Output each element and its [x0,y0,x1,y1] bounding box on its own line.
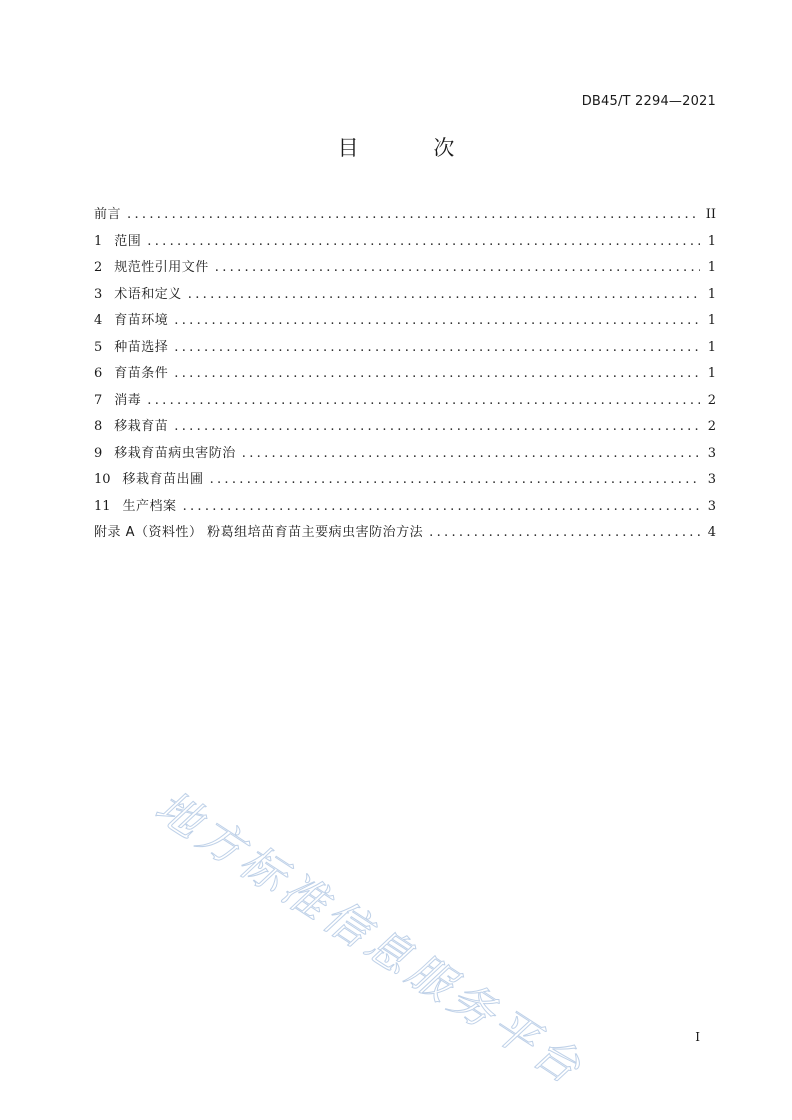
dot-leader [147,229,700,256]
toc-entry-page: II [705,207,716,222]
dot-leader [174,361,700,388]
toc-entry-page: 3 [707,472,716,487]
toc-entry-label: 移栽育苗出圃 [122,472,204,487]
toc-entry-page: 3 [707,445,716,461]
dot-leader [210,467,700,494]
toc-entry[interactable] [94,255,716,282]
watermark: 地方标准信息服务平台 [146,781,594,1097]
toc-entry-number: 7 [94,392,103,408]
toc-entry-label: 消毒 [114,392,142,408]
toc-entry-label: 移栽育苗 [114,419,169,434]
toc-entry-number: 1 [94,233,103,249]
page-title: 目 次 [337,136,489,160]
toc-entry-page: 1 [707,260,716,275]
toc-entry-label: 育苗环境 [114,313,169,328]
toc-entry[interactable] [94,202,716,229]
toc-entry-number: 9 [94,445,103,461]
toc-entry-number: 10 [94,472,111,487]
dot-leader [174,335,700,362]
toc-entry-label: 规范性引用文件 [114,260,209,275]
toc-entry-page: 1 [707,233,716,249]
dot-leader [147,388,700,415]
toc-entry-label: 移栽育苗病虫害防治 [114,445,236,461]
toc-entry[interactable] [94,520,716,547]
toc-entry-label: 育苗条件 [114,366,169,381]
dot-leader [183,494,700,521]
table-of-contents [94,202,716,547]
toc-entry[interactable] [94,229,716,256]
toc-entry-number: 5 [94,339,103,355]
toc-entry-label: 术语和定义 [114,286,182,302]
toc-entry-page: 4 [707,525,716,540]
dot-leader [174,308,700,335]
toc-entry[interactable] [94,361,716,388]
toc-entry[interactable] [94,441,716,468]
toc-entry-number: 4 [94,313,103,328]
toc-entry-number: 11 [94,498,111,514]
page-number: I [695,1030,700,1044]
dot-leader [429,520,700,547]
toc-entry-number: 6 [94,366,103,381]
toc-entry[interactable] [94,308,716,335]
toc-entry-page: 2 [707,392,716,408]
toc-entry-page: 3 [707,498,716,514]
toc-entry-label: 生产档案 [122,498,177,514]
toc-entry-number: 2 [94,260,103,275]
toc-entry[interactable] [94,335,716,362]
toc-entry-label: 种苗选择 [114,339,169,355]
toc-entry-page: 2 [707,419,716,434]
toc-entry-label: 前言 [94,207,122,222]
toc-entry-page: 1 [707,366,716,381]
toc-entry[interactable] [94,388,716,415]
dot-leader [174,414,700,441]
toc-entry-label: 附录 A（资料性） 粉葛组培苗育苗主要病虫害防治方法 [94,525,424,540]
toc-entry-page: 1 [707,313,716,328]
toc-entry-number: 8 [94,419,103,434]
dot-leader [188,282,700,309]
document-code: DB45/T 2294—2021 [581,94,716,109]
toc-entry-page: 1 [707,339,716,355]
dot-leader [242,441,700,468]
dot-leader [215,255,700,282]
toc-entry[interactable] [94,494,716,521]
toc-entry[interactable] [94,282,716,309]
toc-entry-page: 1 [707,286,716,302]
toc-entry-number: 3 [94,286,103,302]
toc-entry-label: 范围 [114,233,142,249]
dot-leader [127,202,700,229]
toc-entry[interactable] [94,414,716,441]
toc-entry[interactable] [94,467,716,494]
